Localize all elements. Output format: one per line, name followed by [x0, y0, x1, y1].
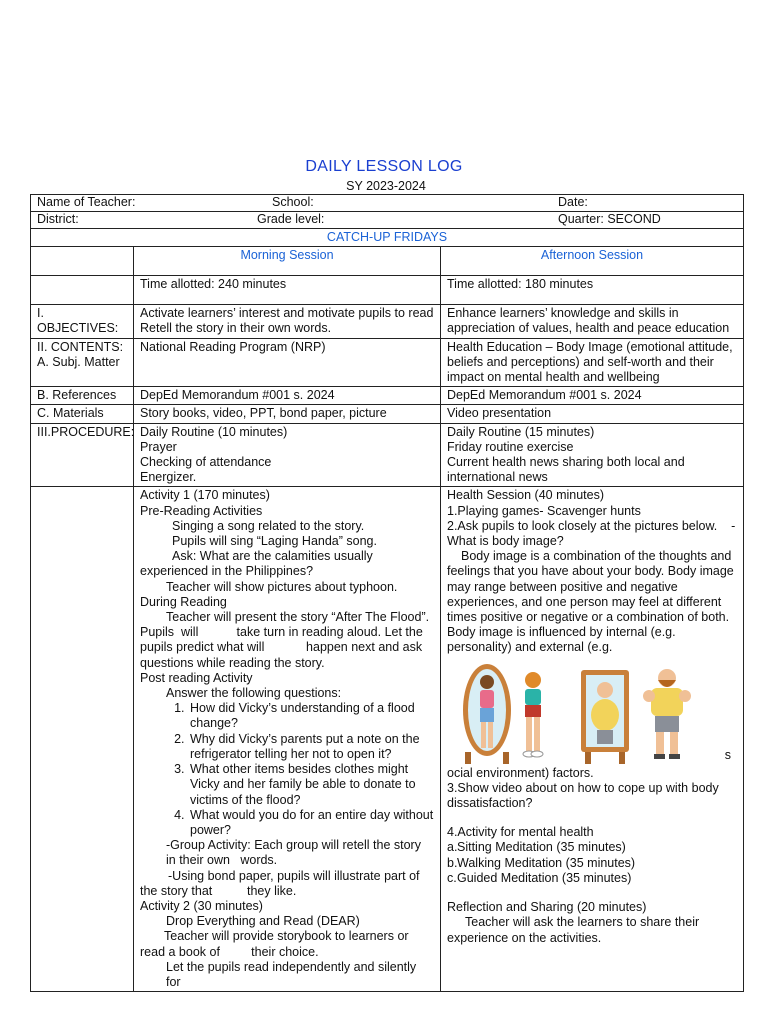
afternoon-routine [441, 423, 744, 487]
grade-label: Grade level: [257, 212, 325, 226]
routine-line: Daily Routine (15 minutes) [447, 424, 595, 439]
health-item: 1.Playing games- Scavenger hunts [447, 503, 641, 518]
meditation-list [447, 840, 737, 886]
time-row [31, 276, 744, 305]
reflection-heading: Reflection and Sharing (20 minutes) [447, 900, 647, 915]
document-title: DAILY LESSON LOG [305, 158, 463, 175]
dear-instruction: Let the pupils read independently and silently for [166, 959, 417, 989]
afternoon-activities [441, 487, 744, 992]
materials-label: C. Materials [31, 405, 134, 423]
contents-row [31, 338, 744, 387]
question-item: 4. What would you do for an entire day without power? [188, 808, 434, 838]
procedure-activities-row [31, 487, 744, 992]
meditation-item: c. Guided Meditation (35 minutes) [447, 870, 632, 885]
prereading-item: Singing a song related to the story. [172, 518, 365, 533]
bond-paper-activity: -Using bond paper, pupils will illustrate part of the story that they like. [140, 868, 424, 898]
school-year: SY 2023-2024 [346, 179, 426, 193]
morning-session-heading: Morning Session [134, 247, 441, 276]
health-session-heading: Health Session (40 minutes) [447, 488, 605, 503]
objectives-label: I. OBJECTIVES: [31, 305, 134, 338]
procedure-label: III.PROCEDURE: [31, 423, 134, 487]
morning-time: Time allotted: 240 minutes [134, 276, 441, 305]
catch-up-banner: CATCH-UP FRIDAYS [31, 229, 744, 247]
afternoon-session-heading: Afternoon Session [441, 247, 744, 276]
afternoon-references: DepEd Memorandum #001 s. 2024 [441, 387, 744, 405]
prereading-item: Teacher will show pictures about typhoon. [166, 579, 398, 594]
activity2-heading: Activity 2 (30 minutes) [140, 898, 263, 913]
references-label: B. References [31, 387, 134, 405]
during-reading-text: Teacher will present the story “After The Flood”. Pupils will take turn in reading aloud. Let the pupils predict what will happen next and ask questions while reading the story. [140, 610, 433, 670]
body-image-definition-cont: ocial environment) factors. [447, 765, 594, 780]
contents-label: II. CONTENTS: [37, 339, 124, 354]
routine-line: Friday routine exercise [447, 439, 574, 454]
morning-contents: National Reading Program (NRP) [134, 338, 441, 387]
afternoon-objectives: Enhance learners’ knowledge and skills in appreciation of values, health and peace education [441, 305, 744, 338]
dear-instruction: Teacher will provide storybook to learners or read a book of their choice. [140, 929, 413, 959]
morning-routine [134, 423, 441, 487]
body-image-illustration [447, 660, 737, 766]
header-row-2 [31, 212, 744, 229]
woman-mirror-figure [463, 664, 543, 764]
meditation-item: a. Sitting Meditation (35 minutes) [447, 840, 626, 855]
afternoon-contents: Health Education – Body Image (emotional attitude, beliefs and perceptions) and self-worth and their impact on mental health and wellbeing [441, 338, 744, 387]
materials-row [31, 405, 744, 423]
references-row [31, 387, 744, 405]
district-label: District: [37, 212, 79, 226]
subject-matter-label: A. Subj. Matter [37, 354, 120, 369]
routine-line: Daily Routine (10 minutes) [140, 424, 288, 439]
morning-references: DepEd Memorandum #001 s. 2024 [134, 387, 441, 405]
during-reading-heading: During Reading [140, 594, 227, 609]
mirror-illustration [447, 660, 711, 766]
health-item: 3.Show video about on how to cope up with body dissatisfaction? [447, 780, 719, 811]
group-activity: -Group Activity: Each group will retell the story in their own words. [166, 838, 425, 868]
morning-objectives: Activate learners’ interest and motivate pupils to read Retell the story in their own words. [134, 305, 441, 338]
prereading-heading: Pre-Reading Activities [140, 503, 263, 518]
wrapped-char: s [724, 747, 731, 762]
morning-materials: Story books, video, PPT, bond paper, picture [134, 405, 441, 423]
teacher-label: Name of Teacher: [37, 195, 136, 209]
post-reading-heading: Post reading Activity [140, 670, 253, 685]
health-item: 2.Ask pupils to look closely at the pictures below. -What is body image? [447, 518, 736, 549]
routine-line: Current health news sharing both local and international news [447, 455, 685, 485]
banner-row [31, 229, 744, 247]
morning-activities [134, 487, 441, 992]
procedure-routine-row [31, 423, 744, 487]
school-label: School: [272, 195, 314, 209]
date-label: Date: [558, 195, 588, 209]
question-item: 1. How did Vicky’s understanding of a flood change? [188, 701, 434, 731]
prereading-item: Ask: What are the calamities usually experienced in the Philippines? [140, 549, 373, 579]
objectives-row [31, 305, 744, 338]
session-row [31, 247, 744, 276]
reflection-text: Teacher will ask the learners to share their experience on the activities. [447, 915, 700, 945]
question-item: 3. What other items besides clothes might Vicky and her family be able to donate to victims of the flood? [188, 762, 434, 808]
body-image-definition: Body image is a combination of the thoughts and feelings that you have about your body. Body image may range between positive and negative experiences, and one person may feel at different times positive or negative or a combination of both. Body image is influenced by internal (e.g. personality) and external (e.g. [447, 549, 734, 655]
afternoon-materials: Video presentation [441, 405, 744, 423]
quarter-label: Quarter: SECOND [558, 212, 661, 226]
meditation-item: b. Walking Meditation (35 minutes) [447, 855, 636, 870]
afternoon-time: Time allotted: 180 minutes [441, 276, 744, 305]
dear-heading: Drop Everything and Read (DEAR) [166, 914, 360, 929]
post-reading-instruction: Answer the following questions: [166, 686, 342, 701]
routine-line: Checking of attendance [140, 455, 272, 470]
mental-health-heading: 4.Activity for mental health [447, 825, 594, 840]
header-row-1 [31, 195, 744, 212]
prereading-item: Pupils will sing “Laging Handa” song. [172, 534, 377, 549]
question-list [140, 701, 434, 838]
routine-line: Energizer. [140, 470, 197, 485]
man-mirror-figure [581, 669, 691, 764]
question-item: 2. Why did Vicky’s parents put a note on the refrigerator telling her not to open it? [188, 732, 434, 762]
routine-line: Prayer [140, 439, 177, 454]
lesson-log-table [30, 194, 744, 992]
activity1-heading: Activity 1 (170 minutes) [140, 488, 270, 503]
